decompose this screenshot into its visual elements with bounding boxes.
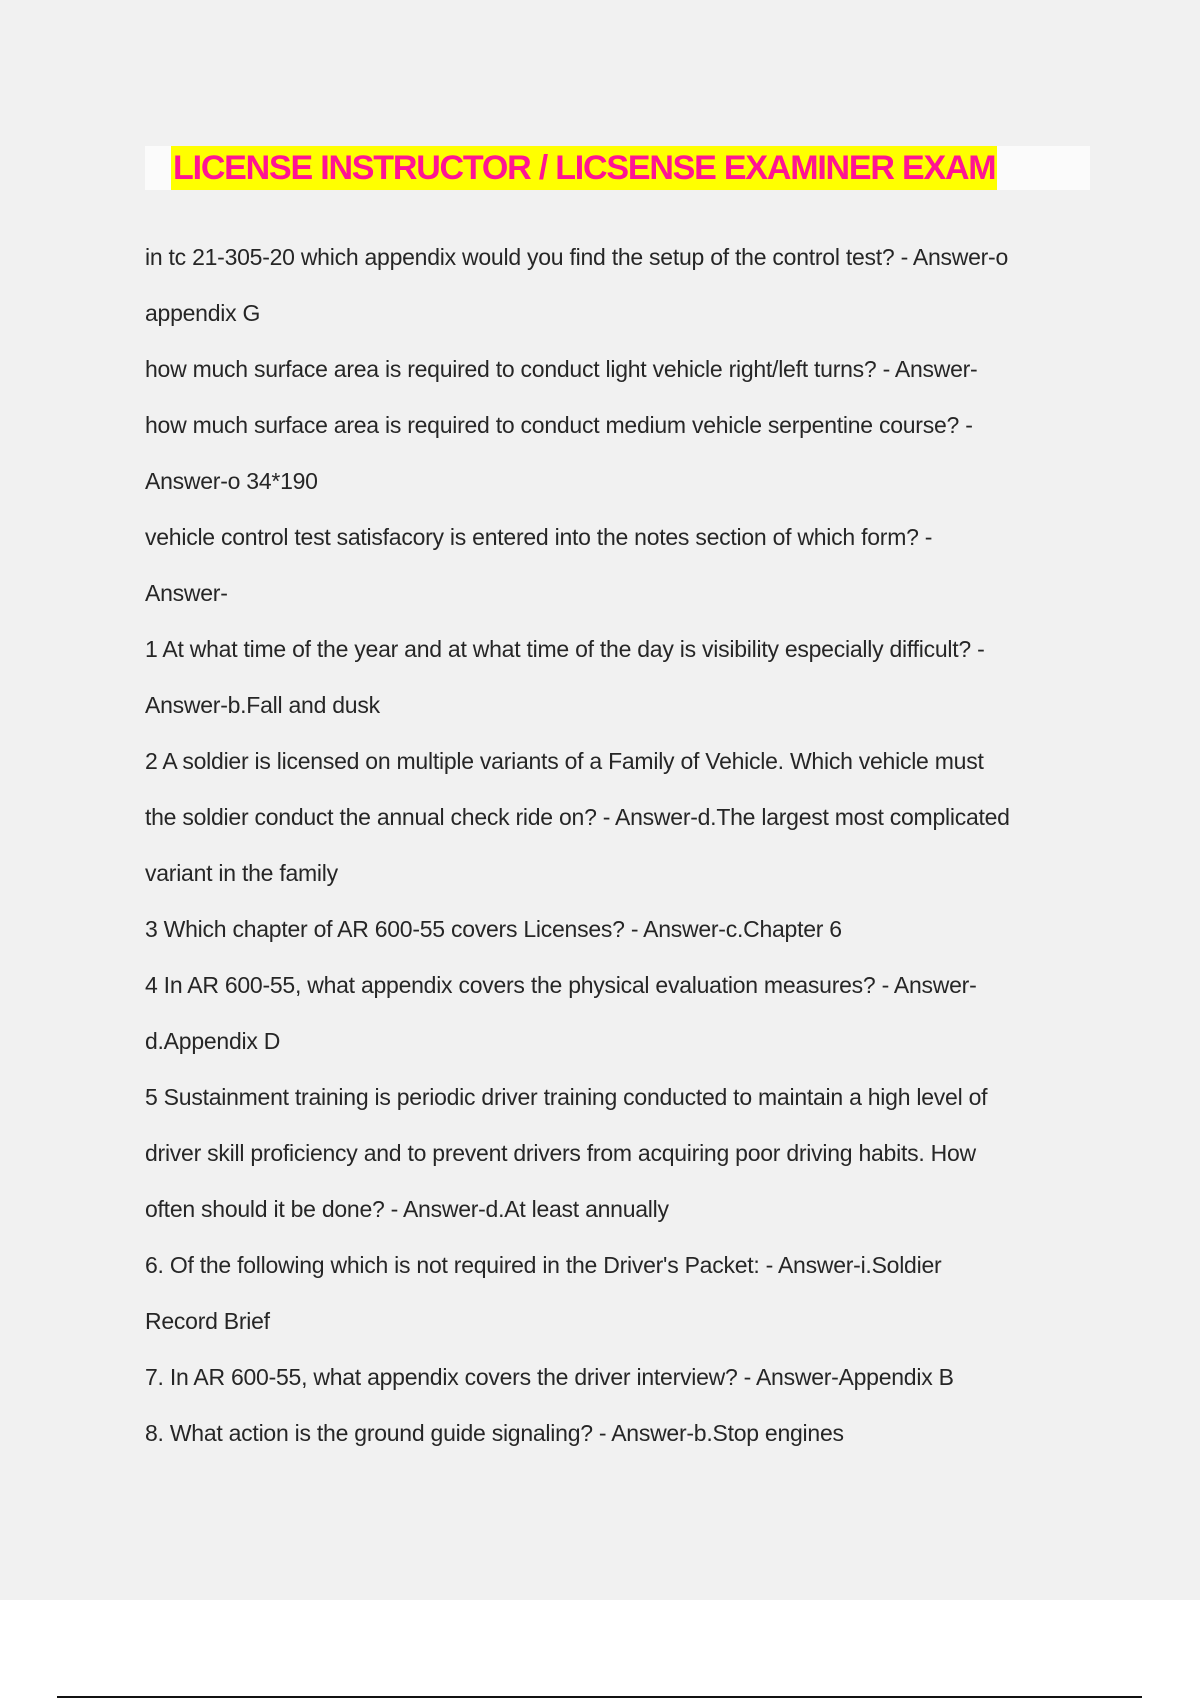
text-line: variant in the family — [145, 860, 338, 886]
page-divider — [57, 1696, 1142, 1698]
text-line: 1 At what time of the year and at what time of the day is visibility especially difficult? - — [145, 636, 985, 662]
text-line: 8. What action is the ground guide signaling? - Answer-b.Stop engines — [145, 1420, 844, 1446]
text-line: Answer-o 34*190 — [145, 468, 318, 494]
document-title: LICENSE INSTRUCTOR / LICSENSE EXAMINER EXAM — [171, 146, 997, 190]
text-line: how much surface area is required to conduct medium vehicle serpentine course? - — [145, 412, 973, 438]
text-line: 2 A soldier is licensed on multiple variants of a Family of Vehicle. Which vehicle must — [145, 748, 984, 774]
text-line: often should it be done? - Answer-d.At least annually — [145, 1196, 669, 1222]
text-line: 3 Which chapter of AR 600-55 covers Licenses? - Answer-c.Chapter 6 — [145, 916, 842, 942]
text-line: appendix G — [145, 300, 261, 326]
text-line: d.Appendix D — [145, 1028, 281, 1054]
text-line: 7. In AR 600-55, what appendix covers the driver interview? - Answer-Appendix B — [145, 1364, 954, 1390]
text-line: in tc 21-305-20 which appendix would you find the setup of the control test? - Answer-o — [145, 244, 1008, 270]
document-body — [145, 229, 1090, 1461]
text-line: 5 Sustainment training is periodic driver training conducted to maintain a high level of — [145, 1084, 988, 1110]
text-line: driver skill proficiency and to prevent drivers from acquiring poor driving habits. How — [145, 1140, 976, 1166]
text-line: 6. Of the following which is not required in the Driver's Packet: - Answer-i.Soldier — [145, 1252, 942, 1278]
text-line: Record Brief — [145, 1308, 270, 1334]
text-line: Answer-b.Fall and dusk — [145, 692, 380, 718]
text-line: vehicle control test satisfacory is entered into the notes section of which form? - — [145, 524, 933, 550]
text-line: the soldier conduct the annual check ride on? - Answer-d.The largest most complicated — [145, 804, 1010, 830]
text-line: how much surface area is required to conduct light vehicle right/left turns? - Answer- — [145, 356, 978, 382]
text-line: 4 In AR 600-55, what appendix covers the physical evaluation measures? - Answer- — [145, 972, 977, 998]
text-line: Answer- — [145, 580, 228, 606]
